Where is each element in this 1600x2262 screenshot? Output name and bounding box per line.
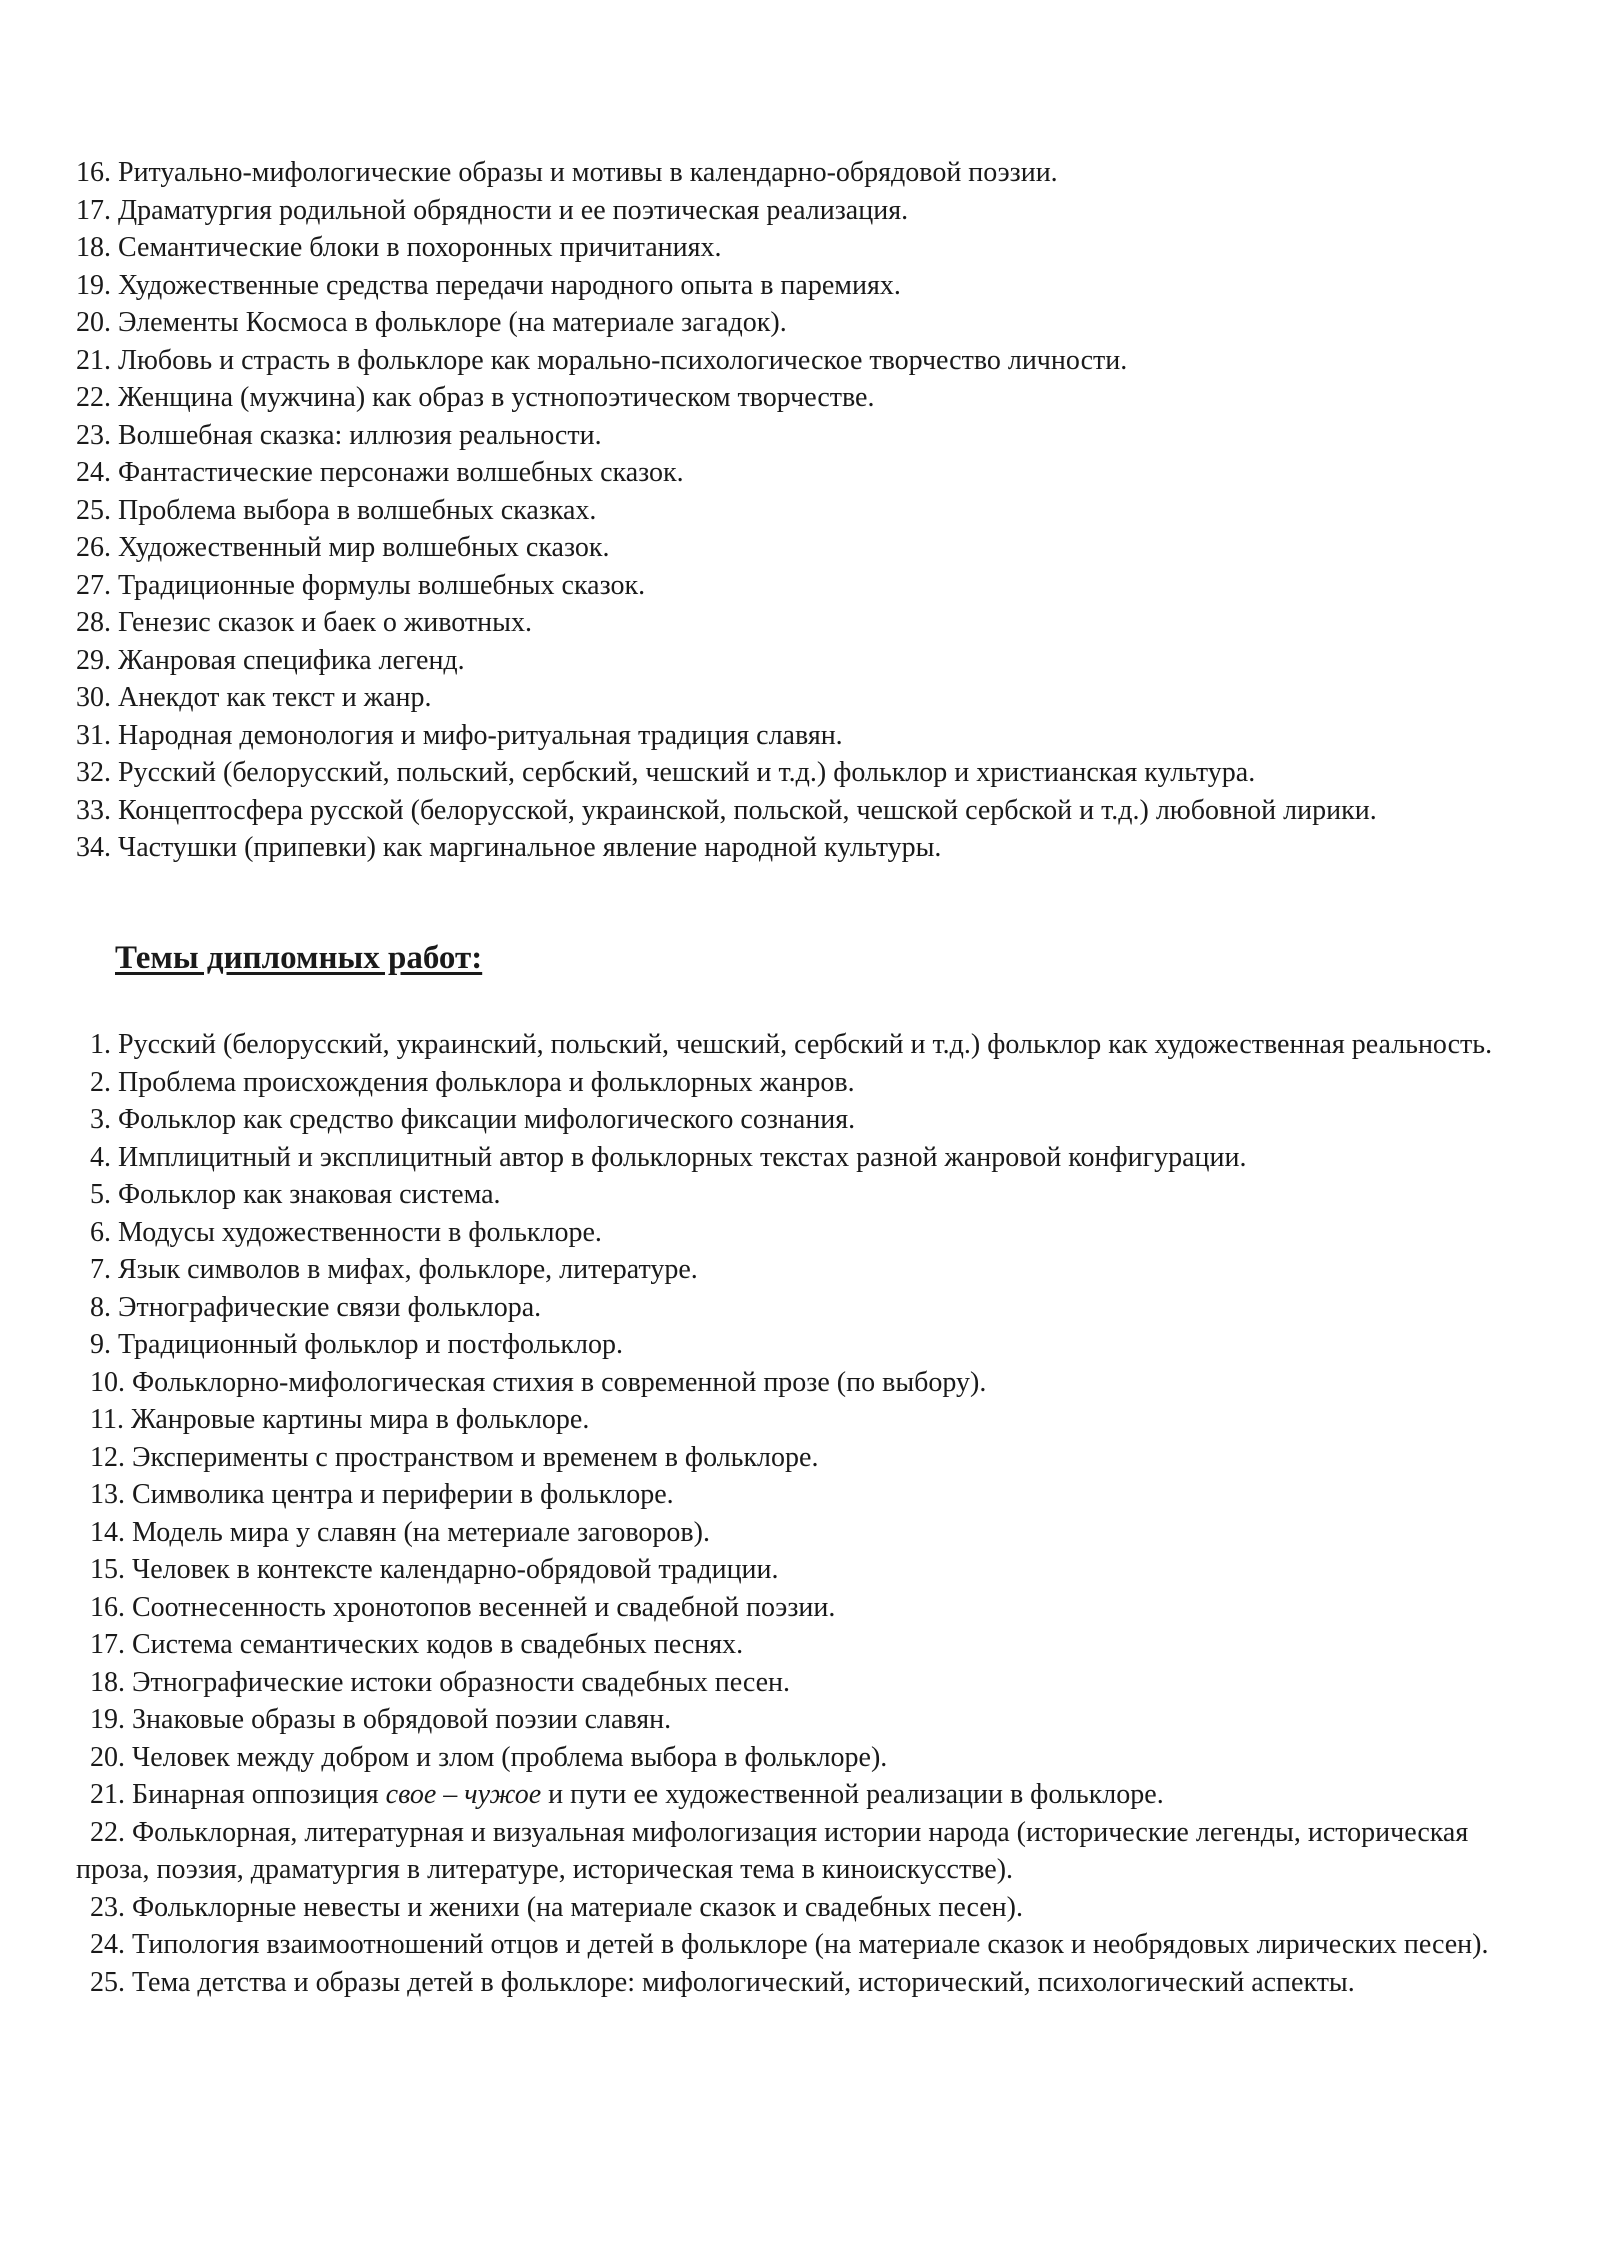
list-item: 14. Модель мира у славян (на метериале заговоров). <box>90 1516 710 1548</box>
list-item: 17. Драматургия родильной обрядности и ее поэтическая реализация. <box>76 194 909 226</box>
list-item: 2. Проблема происхождения фольклора и фольклорных жанров. <box>90 1066 855 1098</box>
list-item: 3. Фольклор как средство фиксации мифологического сознания. <box>90 1104 856 1135</box>
item-text: и пути ее художественной реализации в фольклоре. <box>541 1779 1164 1810</box>
list-item: 12. Эксперименты с пространством и временем в фольклоре. <box>90 1441 819 1473</box>
italic-phrase: свое – чужое <box>385 1779 542 1810</box>
list-item: 33. Концептосфера русской (белорусской, украинской, польской, чешской сербской и т.д.) любовной лирики. <box>76 794 1377 826</box>
diploma-topics-list <box>76 1026 1516 2001</box>
list-item: 25. Проблема выбора в волшебных сказках. <box>76 494 597 526</box>
list-item: 16. Ритуально-мифологические образы и мотивы в календарно-обрядовой поэзии. <box>76 157 1058 188</box>
list-item: 21. Любовь и страсть в фольклоре как морально-психологическое творчество личности. <box>76 344 1128 376</box>
list-item: 28. Генезис сказок и баек о животных. <box>76 607 532 638</box>
list-item: 13. Символика центра и периферии в фольклоре. <box>90 1479 674 1510</box>
item-text: 21. Бинарная оппозиция <box>90 1779 386 1810</box>
list-item: 1. Русский (белорусский, украинский, польский, чешский, сербский и т.д.) фольклор как художественная реальность. <box>90 1029 1493 1060</box>
list-item: 18. Семантические блоки в похоронных причитаниях. <box>76 232 722 263</box>
list-item: 29. Жанровая специфика легенд. <box>76 644 465 676</box>
list-item: 10. Фольклорно-мифологическая стихия в современной прозе (по выбору). <box>90 1366 987 1398</box>
list-item: 4. Имплицитный и эксплицитный автор в фольклорных текстах разной жанровой конфигурации. <box>90 1141 1247 1173</box>
list-item: 9. Традиционный фольклор и постфольклор. <box>90 1329 623 1360</box>
list-item: 31. Народная демонология и мифо-ритуальная традиция славян. <box>76 719 843 751</box>
list-item: 34. Частушки (припевки) как маргинальное явление народной культуры. <box>76 832 942 863</box>
list-item: 19. Знаковые образы в обрядовой поэзии славян. <box>90 1704 672 1735</box>
list-item: 6. Модусы художественности в фольклоре. <box>90 1216 602 1248</box>
list-item: 17. Система семантических кодов в свадебных песнях. <box>90 1629 744 1660</box>
coursework-topics-list <box>76 154 1516 867</box>
list-item: 24. Фантастические персонажи волшебных сказок. <box>76 457 684 488</box>
list-item: 7. Язык символов в мифах, фольклоре, литературе. <box>90 1254 698 1285</box>
list-item: 24. Типология взаимоотношений отцов и детей в фольклоре (на материале сказок и необрядовых лирических песен). <box>90 1929 1489 1960</box>
list-item: 32. Русский (белорусский, польский, сербский, чешский и т.д.) фольклор и христианская культура. <box>76 757 1256 788</box>
list-item: 22. Фольклорная, литературная и визуальная мифологизация истории народа (исторические легенды, историческая проза, поэзия, драматургия в литературе, историческая тема в киноискусстве). <box>76 1816 1469 1885</box>
list-item: 25. Тема детства и образы детей в фольклоре: мифологический, исторический, психологический аспекты. <box>90 1966 1355 1998</box>
list-item: 11. Жанровые картины мира в фольклоре. <box>90 1404 590 1435</box>
list-item: 8. Этнографические связи фольклора. <box>90 1291 542 1323</box>
list-item: 15. Человек в контексте календарно-обрядовой традиции. <box>90 1554 779 1585</box>
list-item <box>76 1776 1516 1814</box>
list-item: 23. Волшебная сказка: иллюзия реальности. <box>76 419 602 451</box>
list-item: 22. Женщина (мужчина) как образ в устнопоэтическом творчестве. <box>76 382 875 413</box>
list-item: 30. Анекдот как текст и жанр. <box>76 682 432 713</box>
list-item: 27. Традиционные формулы волшебных сказок. <box>76 569 646 601</box>
list-item: 18. Этнографические истоки образности свадебных песен. <box>90 1666 791 1698</box>
section-heading: Темы дипломных работ: <box>115 940 483 976</box>
list-item: 20. Элементы Космоса в фольклоре (на материале загадок). <box>76 307 787 338</box>
list-item: 26. Художественный мир волшебных сказок. <box>76 532 610 563</box>
list-item: 23. Фольклорные невесты и женихи (на материале сказок и свадебных песен). <box>90 1891 1023 1923</box>
list-item: 16. Соотнесенность хронотопов весенней и свадебной поэзии. <box>90 1591 836 1623</box>
list-item: 20. Человек между добром и злом (проблема выбора в фольклоре). <box>90 1741 888 1773</box>
list-item: 19. Художественные средства передачи народного опыта в паремиях. <box>76 269 901 301</box>
list-item: 5. Фольклор как знаковая система. <box>90 1179 501 1210</box>
